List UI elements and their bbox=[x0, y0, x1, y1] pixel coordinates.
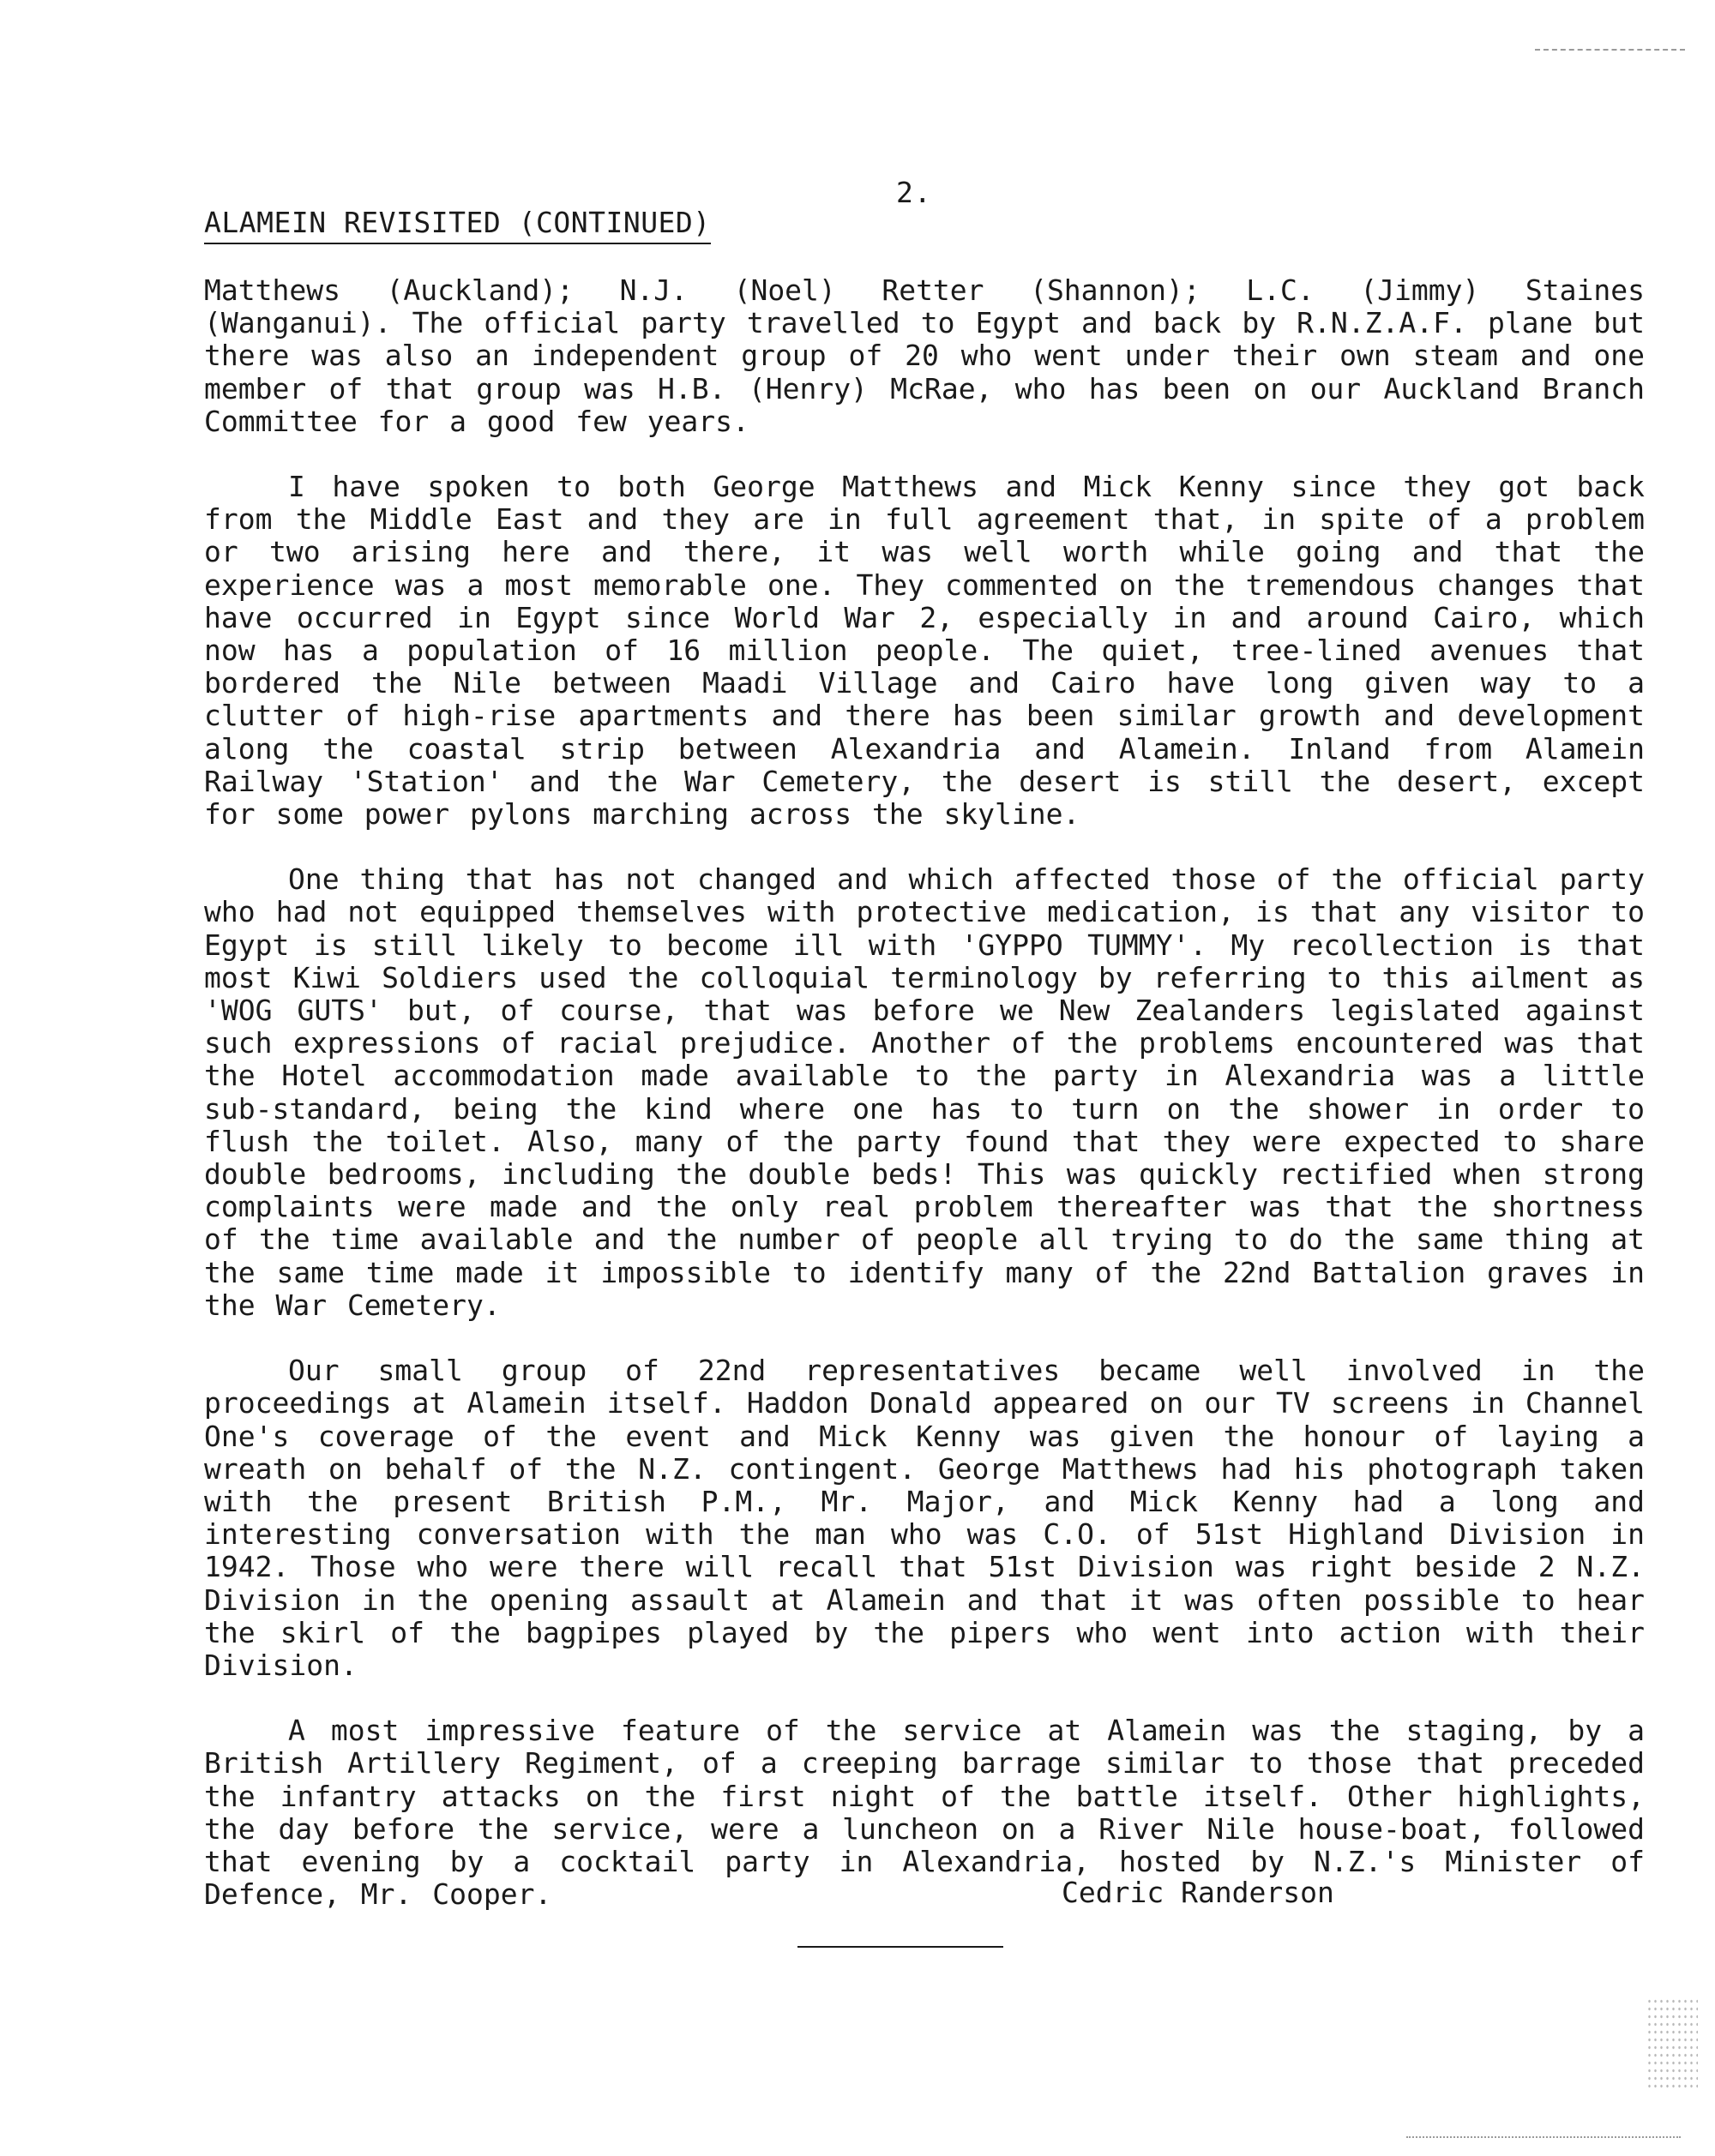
article-body bbox=[204, 274, 1645, 1911]
paragraph-1: Matthews (Auckland); N.J. (Noel) Retter (Shannon); L.C. (Jimmy) Staines (Wanganui). The official party travelled to Egypt and back by R.N.Z.A.F. plane but there was also an independent group of 20 who went under their own steam and one member of that group was H.B. (Henry) McRae, who has been on our Auckland Branch Committee for a good few years. bbox=[204, 273, 1645, 438]
paragraph-3: One thing that has not changed and which affected those of the official party who had not equipped themselves with protective medication, is that any visitor to Egypt is still likely to become ill with 'GYPPO TUMMY'. My recollection is that most Kiwi Soldiers used the colloquial terminology by referring to this ailment as 'WOG GUTS' but, of course, that was before we New Zealanders legislated against such expressions of racial prejudice. Another of the problems encountered was that the Hotel accommodation made available to the party in Alexandria was a little sub-standard, being the kind where one has to turn on the shower in order to flush the toilet. Also, many of the party found that they were expected to share double bedrooms, including the double beds! This was quickly rectified when strong complaints were made and the only real problem thereafter was that the shortness of the time available and the number of people all trying to do the same thing at the same time made it impossible to identify many of the 22nd Battalion graves in the War Cemetery. bbox=[204, 862, 1645, 1322]
page-number: 2. bbox=[896, 176, 932, 209]
scan-artifact-top bbox=[1535, 49, 1685, 51]
author-signature: Cedric Randerson bbox=[1062, 1876, 1334, 1909]
scan-artifact-bottom bbox=[1406, 2136, 1681, 2138]
end-rule-divider bbox=[797, 1946, 1003, 1948]
article-heading: ALAMEIN REVISITED (CONTINUED) bbox=[204, 206, 711, 244]
paragraph-4: Our small group of 22nd representatives became well involved in the proceedings at Alamein itself. Haddon Donald appeared on our TV screens in Channel One's coverage of the event and Mick Kenny was given the honour of laying a wreath on behalf of the N.Z. contingent. George Matthews had his photograph taken with the present British P.M., Mr. Major, and Mick Kenny had a long and interesting conversation with the man who was C.O. of 51st Highland Division in 1942. Those who were there will recall that 51st Division was right beside 2 N.Z. Division in the opening assault at Alamein and that it was often possible to hear the skirl of the bagpipes played by the pipers who went into action with their Division. bbox=[204, 1354, 1645, 1682]
scan-artifact-speckle bbox=[1646, 1997, 1698, 2092]
paragraph-5: A most impressive feature of the service at Alamein was the staging, by a British Artillery Regiment, of a creeping barrage similar to those that preceded the infantry attacks on the first night of the battle itself. Other highlights, the day before the service, were a luncheon on a River Nile house-boat, followed that evening by a cocktail party in Alexandria, hosted by N.Z.'s Minister of Defence, Mr. Cooper. bbox=[204, 1714, 1645, 1912]
paragraph-2: I have spoken to both George Matthews and Mick Kenny since they got back from the Middle East and they are in full agreement that, in spite of a problem or two arising here and there, it was well worth while going and that the experience was a most memorable one. They commented on the tremendous changes that have occurred in Egypt since World War 2, especially in and around Cairo, which now has a population of 16 million people. The quiet, tree-lined avenues that bordered the Nile between Maadi Village and Cairo have long given way to a clutter of high-rise apartments and there has been similar growth and development along the coastal strip between Alexandria and Alamein. Inland from Alamein Railway 'Station' and the War Cemetery, the desert is still the desert, except for some power pylons marching across the skyline. bbox=[204, 470, 1645, 832]
